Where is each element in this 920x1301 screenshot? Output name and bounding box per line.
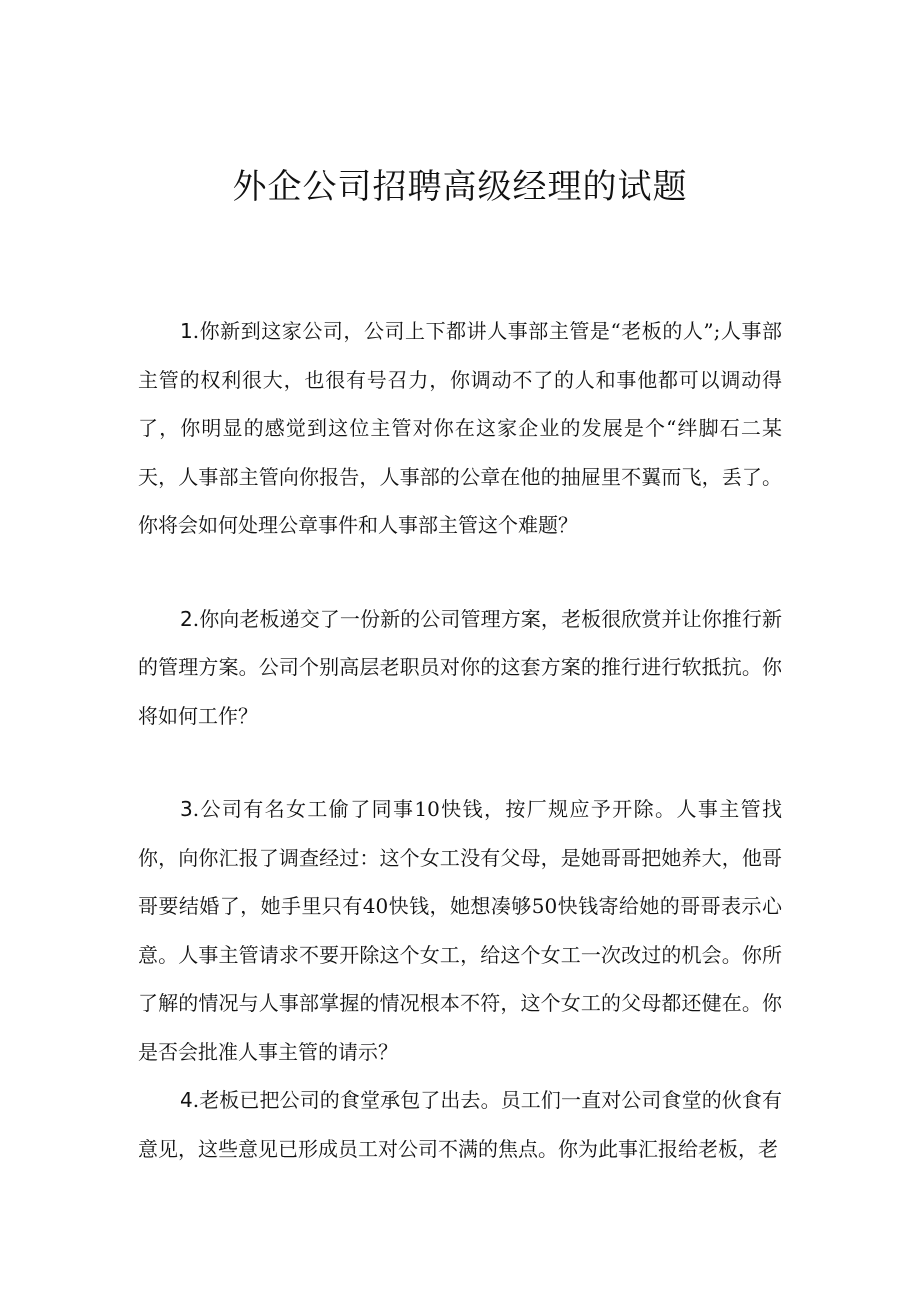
document-title: 外企公司招聘高级经理的试题: [232, 167, 688, 207]
question-2: [138, 595, 782, 741]
question-3: [138, 785, 782, 1076]
question-text: .你向老板递交了一份新的公司管理方案，老板很欣赏并让你推行新的管理方案。公司个别高层老职员对你的这套方案的推行进行软抵抗。你将如何工作？: [138, 606, 782, 728]
question-number: 2: [180, 606, 193, 631]
question-text: .你新到这家公司，公司上下都讲人事部主管是“老板的人”;人事部主管的权利很大，也很有号召力，你调动不了的人和事他都可以调动得了，你明显的感觉到这位主管对你在这家企业的发展是个“绊脚石二某天，人事部主管向你报告，人事部的公章在他的抽屉里不翼而飞，丢了。你将会如何处理公章事件和人事部主管这个难题？: [138, 319, 782, 537]
question-number: 1: [180, 319, 193, 343]
question-1: [138, 307, 782, 550]
question-number: 3: [180, 797, 193, 821]
question-4: [138, 1076, 782, 1173]
question-text: .公司有名女工偷了同事10快钱，按厂规应予开除。人事主管找你，向你汇报了调查经过：这个女工没有父母，是她哥哥把她养大，他哥哥要结婚了，她手里只有40快钱，她想凑够50快钱寄给她的哥哥表示心意。人事主管请求不要开除这个女工，给这个女工一次改过的机会。你所了解的情况与人事部掌握的情况根本不符，这个女工的父母都还健在。你是否会批准人事主管的请示？: [138, 797, 782, 1064]
question-number: 4: [180, 1088, 193, 1112]
question-text: .老板已把公司的食堂承包了出去。员工们一直对公司食堂的伙食有意见，这些意见已形成员工对公司不满的焦点。你为此事汇报给老板，老: [138, 1088, 782, 1161]
